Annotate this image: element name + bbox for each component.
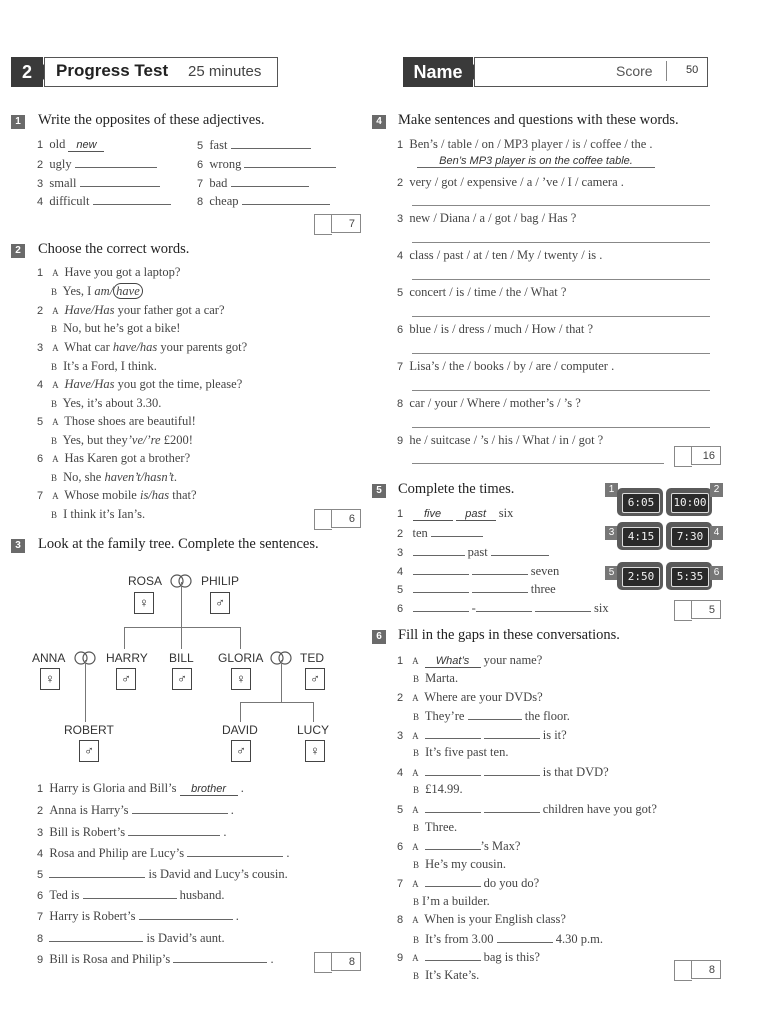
answer-field[interactable]: [242, 193, 330, 205]
list-item: 1 Ben’s / table / on / MP3 player / is / coffee / the .: [397, 137, 653, 151]
section-score[interactable]: 5: [691, 600, 721, 619]
digital-clock-icon: [617, 488, 663, 516]
dialogue-line: B Yes, but they’ve/’re £200!: [50, 433, 193, 447]
clock-label: 3: [605, 526, 618, 540]
answer-field[interactable]: [128, 824, 220, 836]
clock-label: 5: [605, 566, 618, 580]
clock-time: 7:30: [671, 527, 709, 547]
dialogue-line: 3 A is it?: [397, 728, 567, 742]
answer-field[interactable]: [484, 764, 540, 776]
list-item: 4 difficult: [37, 193, 171, 209]
option-choice[interactable]: Have/Has: [64, 377, 115, 391]
list-item: 5 is David and Lucy’s cousin.: [37, 867, 288, 881]
list-item: 6 blue / is / dress / much / How / that ?: [397, 322, 594, 336]
digital-clock-icon: [666, 488, 712, 516]
dialogue-line: 4 A is that DVD?: [397, 765, 609, 779]
name-bill: BILL: [169, 651, 194, 665]
male-icon: ♂: [79, 740, 99, 762]
answer-field[interactable]: [231, 137, 311, 149]
tree-line: [181, 582, 182, 627]
test-number-badge: [11, 57, 43, 87]
circled-answer[interactable]: have: [113, 283, 143, 299]
tree-line: [240, 702, 313, 703]
dialogue-line: B It’s a Ford, I think.: [50, 359, 157, 373]
name-lucy: LUCY: [297, 723, 330, 737]
answer-field[interactable]: [231, 175, 309, 187]
answer-field[interactable]: brother: [180, 783, 238, 796]
section-score[interactable]: 8: [691, 960, 721, 979]
test-title: Progress Test: [56, 61, 169, 80]
list-item: 2 ten: [397, 525, 483, 541]
list-item: 4 Rosa and Philip are Lucy’s .: [37, 846, 290, 860]
section-number: 4: [372, 115, 386, 129]
answer-field[interactable]: [93, 193, 171, 205]
dialogue-line: 9 A bag is this?: [397, 950, 540, 964]
answer-field[interactable]: [413, 600, 469, 612]
answer-field[interactable]: [476, 600, 532, 612]
clock-time: 4:15: [622, 527, 660, 547]
dialogue-line: 6 A ’s Max?: [397, 839, 521, 853]
tree-line: [181, 627, 182, 649]
list-item: 7 Lisa’s / the / books / by / are / computer .: [397, 359, 615, 373]
answer-line[interactable]: [412, 427, 710, 428]
dialogue-line: B Marta.: [412, 671, 459, 685]
answer-field[interactable]: [491, 544, 549, 556]
tree-line: [124, 627, 241, 628]
dialogue-line: B It’s five past ten.: [412, 745, 509, 759]
dialogue-line: B No, she haven’t/hasn’t.: [50, 470, 178, 484]
dialogue-line: 2 A Have/Has your father got a car?: [37, 303, 225, 317]
list-item: 9 he / suitcase / ’s / his / What / in / got ?: [397, 433, 604, 447]
test-number: 2: [21, 62, 32, 82]
list-item: 4 seven: [397, 564, 560, 578]
answer-line[interactable]: [412, 316, 710, 317]
option-choice[interactable]: Have/Has: [64, 303, 115, 317]
clock-label: 2: [710, 483, 723, 497]
option-choice[interactable]: have/has: [112, 340, 158, 354]
tree-line: [313, 702, 314, 722]
dialogue-line: 6 A Has Karen got a brother?: [37, 451, 191, 465]
clock-time: 10:00: [671, 493, 709, 513]
section-score[interactable]: 16: [691, 446, 721, 465]
answer-field[interactable]: [132, 802, 228, 814]
list-item: 4 class / past / at / ten / My / twenty / is .: [397, 248, 603, 262]
answer-field[interactable]: [472, 563, 528, 575]
digital-clock-icon: [666, 562, 712, 590]
list-item: 5 three: [397, 582, 556, 596]
answer-field[interactable]: [80, 175, 160, 187]
female-icon: ♀: [40, 668, 60, 690]
list-item: 3 new / Diana / a / got / bag / Has ?: [397, 211, 577, 225]
list-item: 2 ugly: [37, 156, 157, 172]
female-icon: ♀: [305, 740, 325, 762]
name-harry: HARRY: [106, 651, 148, 665]
answer-line[interactable]: [412, 353, 710, 354]
option-choice[interactable]: haven’t/hasn’t: [104, 470, 174, 484]
clock-label: 4: [710, 526, 723, 540]
example-answer[interactable]: Ben’s MP3 player is on the coffee table.: [417, 155, 655, 168]
section-score[interactable]: 6: [331, 509, 361, 528]
list-item: 2 Anna is Harry’s .: [37, 803, 234, 817]
answer-field[interactable]: [484, 801, 540, 813]
answer-field[interactable]: What’s: [425, 655, 481, 668]
answer-line[interactable]: [412, 242, 710, 243]
name-gloria: GLORIA: [218, 651, 264, 665]
dialogue-line: B They’re the floor.: [412, 709, 570, 723]
answer-field[interactable]: [425, 875, 481, 887]
section-number: 5: [372, 484, 386, 498]
male-icon: ♂: [231, 740, 251, 762]
tree-line: [124, 627, 125, 649]
dialogue-line: 4 A Have/Has you got the time, please?: [37, 377, 243, 391]
answer-line[interactable]: [412, 205, 710, 206]
dialogue-line: B It’s from 3.00 4.30 p.m.: [412, 932, 604, 946]
section-number: 3: [11, 539, 25, 553]
name-philip: PHILIP: [201, 574, 240, 588]
answer-field[interactable]: [49, 930, 143, 942]
list-item: 7 bad: [197, 175, 309, 191]
section-title: Complete the times.: [398, 481, 515, 497]
answer-field[interactable]: [83, 887, 177, 899]
section-score[interactable]: 7: [331, 214, 361, 233]
dialogue-line: B Three.: [412, 820, 458, 834]
answer-field[interactable]: [49, 866, 145, 878]
dialogue-line: B I’m a builder.: [412, 894, 490, 908]
section-title: Fill in the gaps in these conversations.: [398, 627, 620, 643]
list-item: 7 Harry is Robert’s .: [37, 909, 239, 923]
answer-field[interactable]: [468, 708, 522, 720]
list-item: 9 Bill is Rosa and Philip’s .: [37, 952, 274, 966]
name-robert: ROBERT: [64, 723, 114, 737]
answer-field[interactable]: new: [68, 139, 104, 152]
option-choice[interactable]: ’ve/’re: [127, 433, 161, 447]
dialogue-line: 7 A do you do?: [397, 876, 540, 890]
list-item: 6 - six: [397, 601, 609, 615]
list-item: 1 old new: [37, 137, 104, 152]
male-icon: ♂: [210, 592, 230, 614]
score-divider: [666, 61, 667, 81]
clock-label: 1: [605, 483, 618, 497]
female-icon: ♀: [231, 668, 251, 690]
dialogue-line: B He’s my cousin.: [412, 857, 507, 871]
tree-line: [281, 660, 282, 702]
name-david: DAVID: [222, 723, 258, 737]
dialogue-line: 5 A children have you got?: [397, 802, 657, 816]
list-item: 2 very / got / expensive / a / ’ve / I / camera .: [397, 175, 624, 189]
answer-field[interactable]: [173, 951, 267, 963]
list-item: 6 Ted is husband.: [37, 888, 225, 902]
list-item: 8 is David’s aunt.: [37, 931, 225, 945]
male-icon: ♂: [305, 668, 325, 690]
answer-field[interactable]: [413, 563, 469, 575]
answer-line[interactable]: [412, 390, 710, 391]
section-score[interactable]: 8: [331, 952, 361, 971]
answer-field[interactable]: [425, 949, 481, 961]
tree-line: [240, 702, 241, 722]
answer-field[interactable]: [425, 838, 481, 850]
answer-field[interactable]: [75, 156, 157, 168]
male-icon: ♂: [172, 668, 192, 690]
name-label-badge: [403, 57, 473, 87]
tree-line: [240, 627, 241, 649]
digital-clock-icon: [666, 522, 712, 550]
digital-clock-icon: [617, 522, 663, 550]
dialogue-line: 2 A Where are your DVDs?: [397, 690, 543, 704]
answer-field[interactable]: five: [413, 508, 453, 521]
answer-field[interactable]: [484, 727, 540, 739]
tree-line: [85, 660, 86, 722]
clock-time: 5:35: [671, 567, 709, 587]
dialogue-line: B No, but he’s got a bike!: [50, 321, 181, 335]
list-item: 3 small: [37, 175, 160, 191]
dialogue-line: 3 A What car have/has your parents got?: [37, 340, 248, 354]
clock-time: 2:50: [622, 567, 660, 587]
clock-label: 6: [710, 566, 723, 580]
answer-field[interactable]: [431, 525, 483, 537]
answer-field[interactable]: [425, 801, 481, 813]
answer-line[interactable]: [412, 279, 710, 280]
dialogue-line: 1 A What’s your name?: [397, 653, 543, 667]
dialogue-line: 5 A Those shoes are beautiful!: [37, 414, 196, 428]
name-ted: TED: [300, 651, 324, 665]
list-item: 3 Bill is Robert’s .: [37, 825, 227, 839]
list-item: 6 wrong: [197, 156, 336, 172]
list-item: 1 Harry is Gloria and Bill’s brother .: [37, 781, 244, 795]
answer-field[interactable]: [425, 764, 481, 776]
section-number: 6: [372, 630, 386, 644]
list-item: 8 cheap: [197, 193, 330, 209]
answer-field[interactable]: [425, 727, 481, 739]
list-item: 1 five past six: [397, 506, 514, 520]
name-anna: ANNA: [32, 651, 66, 665]
name-rosa: ROSA: [128, 574, 163, 588]
answer-field[interactable]: [244, 156, 336, 168]
name-label: Name: [413, 62, 463, 82]
female-icon: ♀: [134, 592, 154, 614]
dialogue-line: B Yes, it’s about 3.30.: [50, 396, 162, 410]
answer-field[interactable]: [497, 931, 553, 943]
answer-field[interactable]: [187, 845, 283, 857]
section-title: Choose the correct words.: [38, 241, 190, 257]
name-field[interactable]: [474, 57, 708, 87]
dialogue-line: B £14.99.: [412, 782, 463, 796]
dialogue-line: B I think it’s Ian’s.: [50, 507, 146, 521]
list-item: 5 fast: [197, 137, 311, 153]
score-total: 50: [686, 64, 699, 76]
digital-clock-icon: [617, 562, 663, 590]
section-title: Write the opposites of these adjectives.: [38, 112, 265, 128]
male-icon: ♂: [116, 668, 136, 690]
answer-field[interactable]: past: [456, 508, 496, 521]
dialogue-line: B Yes, I am/ have: [48, 284, 143, 299]
section-number: 2: [11, 244, 25, 258]
answer-field[interactable]: [472, 581, 528, 593]
dialogue-line: 7 A Whose mobile is/has that?: [37, 488, 197, 502]
answer-field[interactable]: [413, 544, 465, 556]
answer-field[interactable]: [535, 600, 591, 612]
section-number: 1: [11, 115, 25, 129]
dialogue-line: 1 A Have you got a laptop?: [37, 265, 181, 279]
option-choice[interactable]: is/has: [139, 488, 170, 502]
answer-field[interactable]: [413, 581, 469, 593]
list-item: 5 concert / is / time / the / What ?: [397, 285, 567, 299]
section-title: Look at the family tree. Complete the sentences.: [38, 536, 319, 552]
dialogue-line: B It’s Kate’s.: [412, 968, 480, 982]
score-label: Score: [616, 63, 653, 79]
answer-field[interactable]: [139, 908, 233, 920]
list-item: 3 past: [397, 544, 549, 560]
test-duration: 25 minutes: [188, 63, 262, 80]
answer-line[interactable]: [412, 463, 664, 464]
dialogue-line: 8 A When is your English class?: [397, 912, 566, 926]
section-title: Make sentences and questions with these words.: [398, 112, 679, 128]
list-item: 8 car / your / Where / mother’s / ’s ?: [397, 396, 581, 410]
clock-time: 6:05: [622, 493, 660, 513]
